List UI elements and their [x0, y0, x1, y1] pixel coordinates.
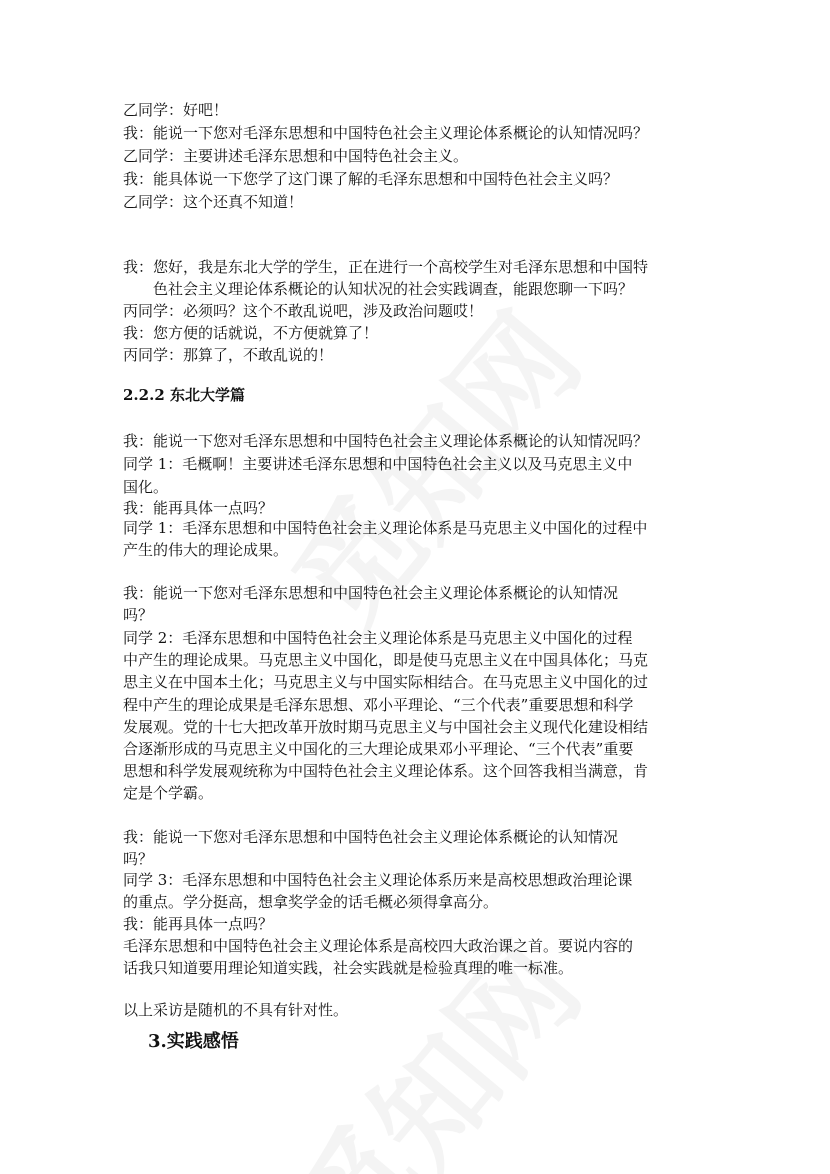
dialogue-line: 毛泽东思想和中国特色社会主义理论体系是高校四大政治课之首。要说内容的: [123, 937, 634, 955]
dialogue-line: 我：能说一下您对毛泽东思想和中国特色社会主义理论体系概论的认知情况: [123, 828, 619, 846]
dialogue-line: 乙同学：好吧！: [123, 101, 229, 119]
dialogue-line: 定是个学霸。: [123, 784, 214, 802]
dialogue-line: 同学 3：毛泽东思想和中国特色社会主义理论体系历来是高校思想政治理论课: [123, 871, 633, 889]
closing-note: 以上采访是随机的不具有针对性。: [123, 1001, 349, 1019]
dialogue-line: 话我只知道要用理论知道实践，社会实践就是检验真理的唯一标准。: [123, 959, 574, 977]
dialogue-line: 同学 2：毛泽东思想和中国特色社会主义理论体系是马克思主义中国化的过程: [123, 629, 633, 647]
dialogue-line: 同学 1：毛概啊！主要讲述毛泽东思想和中国特色社会主义以及马克思主义中: [123, 455, 633, 473]
dialogue-line: 丙同学：那算了，不敢乱说的！: [123, 346, 334, 364]
section-heading: 3.实践感悟: [148, 1031, 239, 1052]
dialogue-line: 国化。: [123, 478, 169, 496]
dialogue-line: 我：能具体说一下您学了这门课了解的毛泽东思想和中国特色社会主义吗？: [123, 170, 619, 188]
dialogue-line: 程中产生的理论成果是毛泽东思想、邓小平理论、“三个代表”重要思想和科学: [123, 696, 634, 714]
dialogue-line: 发展观。党的十七大把改革开放时期马克思主义与中国社会主义现代化建设相结: [123, 718, 649, 736]
dialogue-line: 中产生的理论成果。马克思主义中国化，即是使马克思主义在中国具体化；马克: [123, 651, 649, 669]
dialogue-line: 我：您好，我是东北大学的学生，正在进行一个高校学生对毛泽东思想和中国特: [123, 258, 649, 276]
dialogue-line: 我：能说一下您对毛泽东思想和中国特色社会主义理论体系概论的认知情况吗？: [123, 432, 649, 450]
dialogue-line: 吗？: [123, 606, 154, 624]
dialogue-line: 我：能说一下您对毛泽东思想和中国特色社会主义理论体系概论的认知情况: [123, 584, 619, 602]
dialogue-line: 同学 1：毛泽东思想和中国特色社会主义理论体系是马克思主义中国化的过程中: [123, 519, 648, 537]
dialogue-line: 的重点。学分挺高，想拿奖学金的话毛概必须得拿高分。: [123, 893, 499, 911]
dialogue-line: 丙同学：必须吗？这个不敢乱说吧，涉及政治问题哎！: [123, 302, 484, 320]
dialogue-line: 乙同学：这个还真不知道！: [123, 193, 304, 211]
dialogue-line: 吗？: [123, 850, 154, 868]
dialogue-line: 我：能再具体一点吗？: [123, 499, 274, 517]
dialogue-line: 我：能说一下您对毛泽东思想和中国特色社会主义理论体系概论的认知情况吗？: [123, 124, 649, 142]
dialogue-line: 乙同学：主要讲述毛泽东思想和中国特色社会主义。: [123, 147, 469, 165]
section-heading: 2.2.2 东北大学篇: [123, 386, 245, 404]
dialogue-line: 我：您方便的话就说，不方便就算了！: [123, 324, 379, 342]
dialogue-line: 产生的伟大的理论成果。: [123, 541, 289, 559]
dialogue-line: 思主义在中国本土化；马克思主义与中国实际相结合。在马克思主义中国化的过: [123, 673, 649, 691]
dialogue-line: 色社会主义理论体系概论的认知状况的社会实践调查，能跟您聊一下吗？: [153, 280, 634, 298]
dialogue-line: 我：能再具体一点吗？: [123, 915, 274, 933]
dialogue-line: 思想和科学发展观统称为中国特色社会主义理论体系。这个回答我相当满意，肯: [123, 762, 649, 780]
dialogue-line: 合逐渐形成的马克思主义中国化的三大理论成果邓小平理论、“三个代表”重要: [123, 740, 634, 758]
